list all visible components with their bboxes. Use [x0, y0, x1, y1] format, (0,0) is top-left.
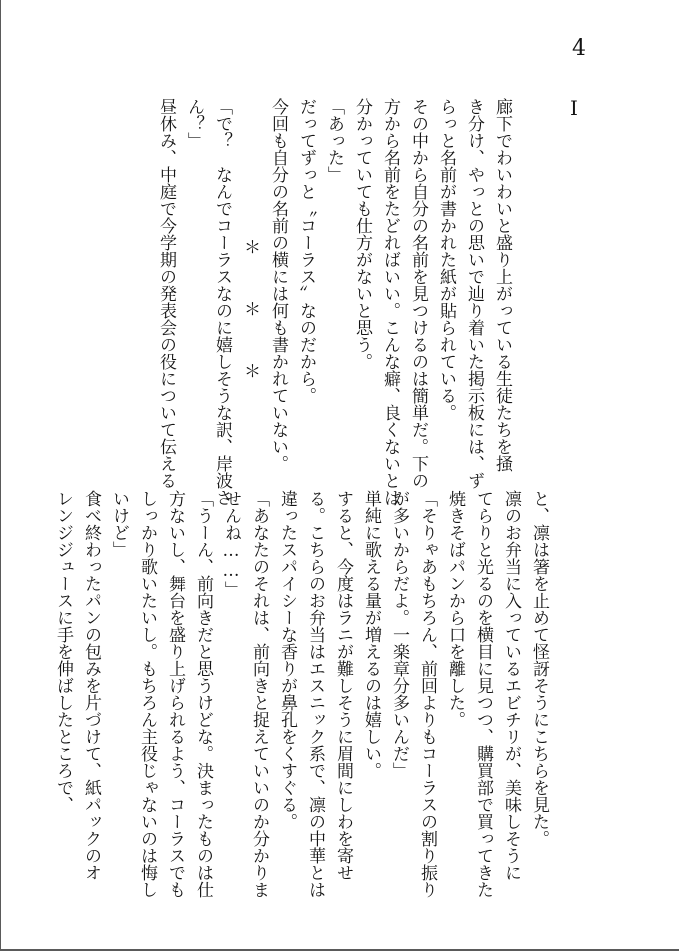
- text-line: だってずっと〝コーラス〟なのだから。: [296, 98, 316, 404]
- top-text-block: [120, 98, 516, 506]
- text-line: しっかり歌いたいし。もちろん主役じゃないのは悔し: [137, 490, 157, 898]
- text-line: その中から自分の名前を見つけるのは簡単だ。下の: [408, 98, 428, 489]
- text-line: 「あった」: [324, 98, 344, 183]
- text-line: が多いからだよ。一楽章分多いんだ」: [389, 490, 409, 779]
- text-line: 「そりゃあもちろん、前回よりもコーラスの割り振り: [417, 490, 437, 898]
- text-line: 分かっていても仕方がないと思う。: [352, 98, 372, 370]
- bottom-text-block: [53, 490, 553, 898]
- text-line: 廊下でわいわいと盛り上がっている生徒たちを掻: [492, 98, 512, 472]
- text-line: 食べ終わったパンの包みを片づけて、紙パックのオ: [81, 490, 101, 881]
- scene-break: ＊ ＊ ＊: [240, 238, 260, 393]
- text-line: 「で？ なんでコーラスなのに嬉しそうな訳、岸波さ: [212, 98, 232, 506]
- text-line: すると、今度はラニが難しそうに眉間にしわを寄せ: [333, 490, 353, 881]
- page-number: 4: [572, 36, 586, 61]
- text-line: き分け、やっとの思いで辿り着いた掲示板には、ず: [464, 98, 484, 489]
- chapter-label: I: [570, 96, 578, 120]
- text-line: てらりと光るのを横目に見つつ、購買部で買ってきた: [473, 490, 493, 898]
- text-line: 「うーん、前向きだと思うけどな。決まったものは仕: [193, 490, 213, 898]
- text-line: いけど」: [109, 490, 129, 558]
- text-line: と、凛は箸を止めて怪訝そうにこちらを見た。: [529, 490, 549, 847]
- text-line: 凛のお弁当に入っているエビチリが、美味しそうに: [501, 490, 521, 881]
- text-line: 今回も自分の名前の横には何も書かれていない。: [268, 98, 288, 472]
- text-line: せんね……」: [221, 490, 241, 598]
- text-line: 昼休み、中庭で今学期の発表会の役について伝える: [156, 98, 176, 489]
- text-line: ん？」: [184, 98, 204, 149]
- text-line: らっと名前が書かれた紙が貼られている。: [436, 98, 456, 421]
- text-line: 違ったスパイシーな香りが鼻孔をくすぐる。: [277, 490, 297, 830]
- text-line: 方から名前をたどればいい。こんな癖、良くないとは: [380, 98, 400, 506]
- text-line: レンジジュースに手を伸ばしたところで、: [53, 490, 73, 813]
- text-line: 単純に歌える量が増えるのは嬉しい。: [361, 490, 381, 779]
- text-line: 焼きそばパンから口を離した。: [445, 490, 465, 728]
- text-line: 「あなたのそれは、前向きと捉えていいのか分かりま: [249, 490, 269, 898]
- text-line: 方ないし、舞台を盛り上げられるよう、コーラスでも: [165, 490, 185, 898]
- text-line: る。こちらのお弁当はエスニック系で、凛の中華とは: [305, 490, 325, 898]
